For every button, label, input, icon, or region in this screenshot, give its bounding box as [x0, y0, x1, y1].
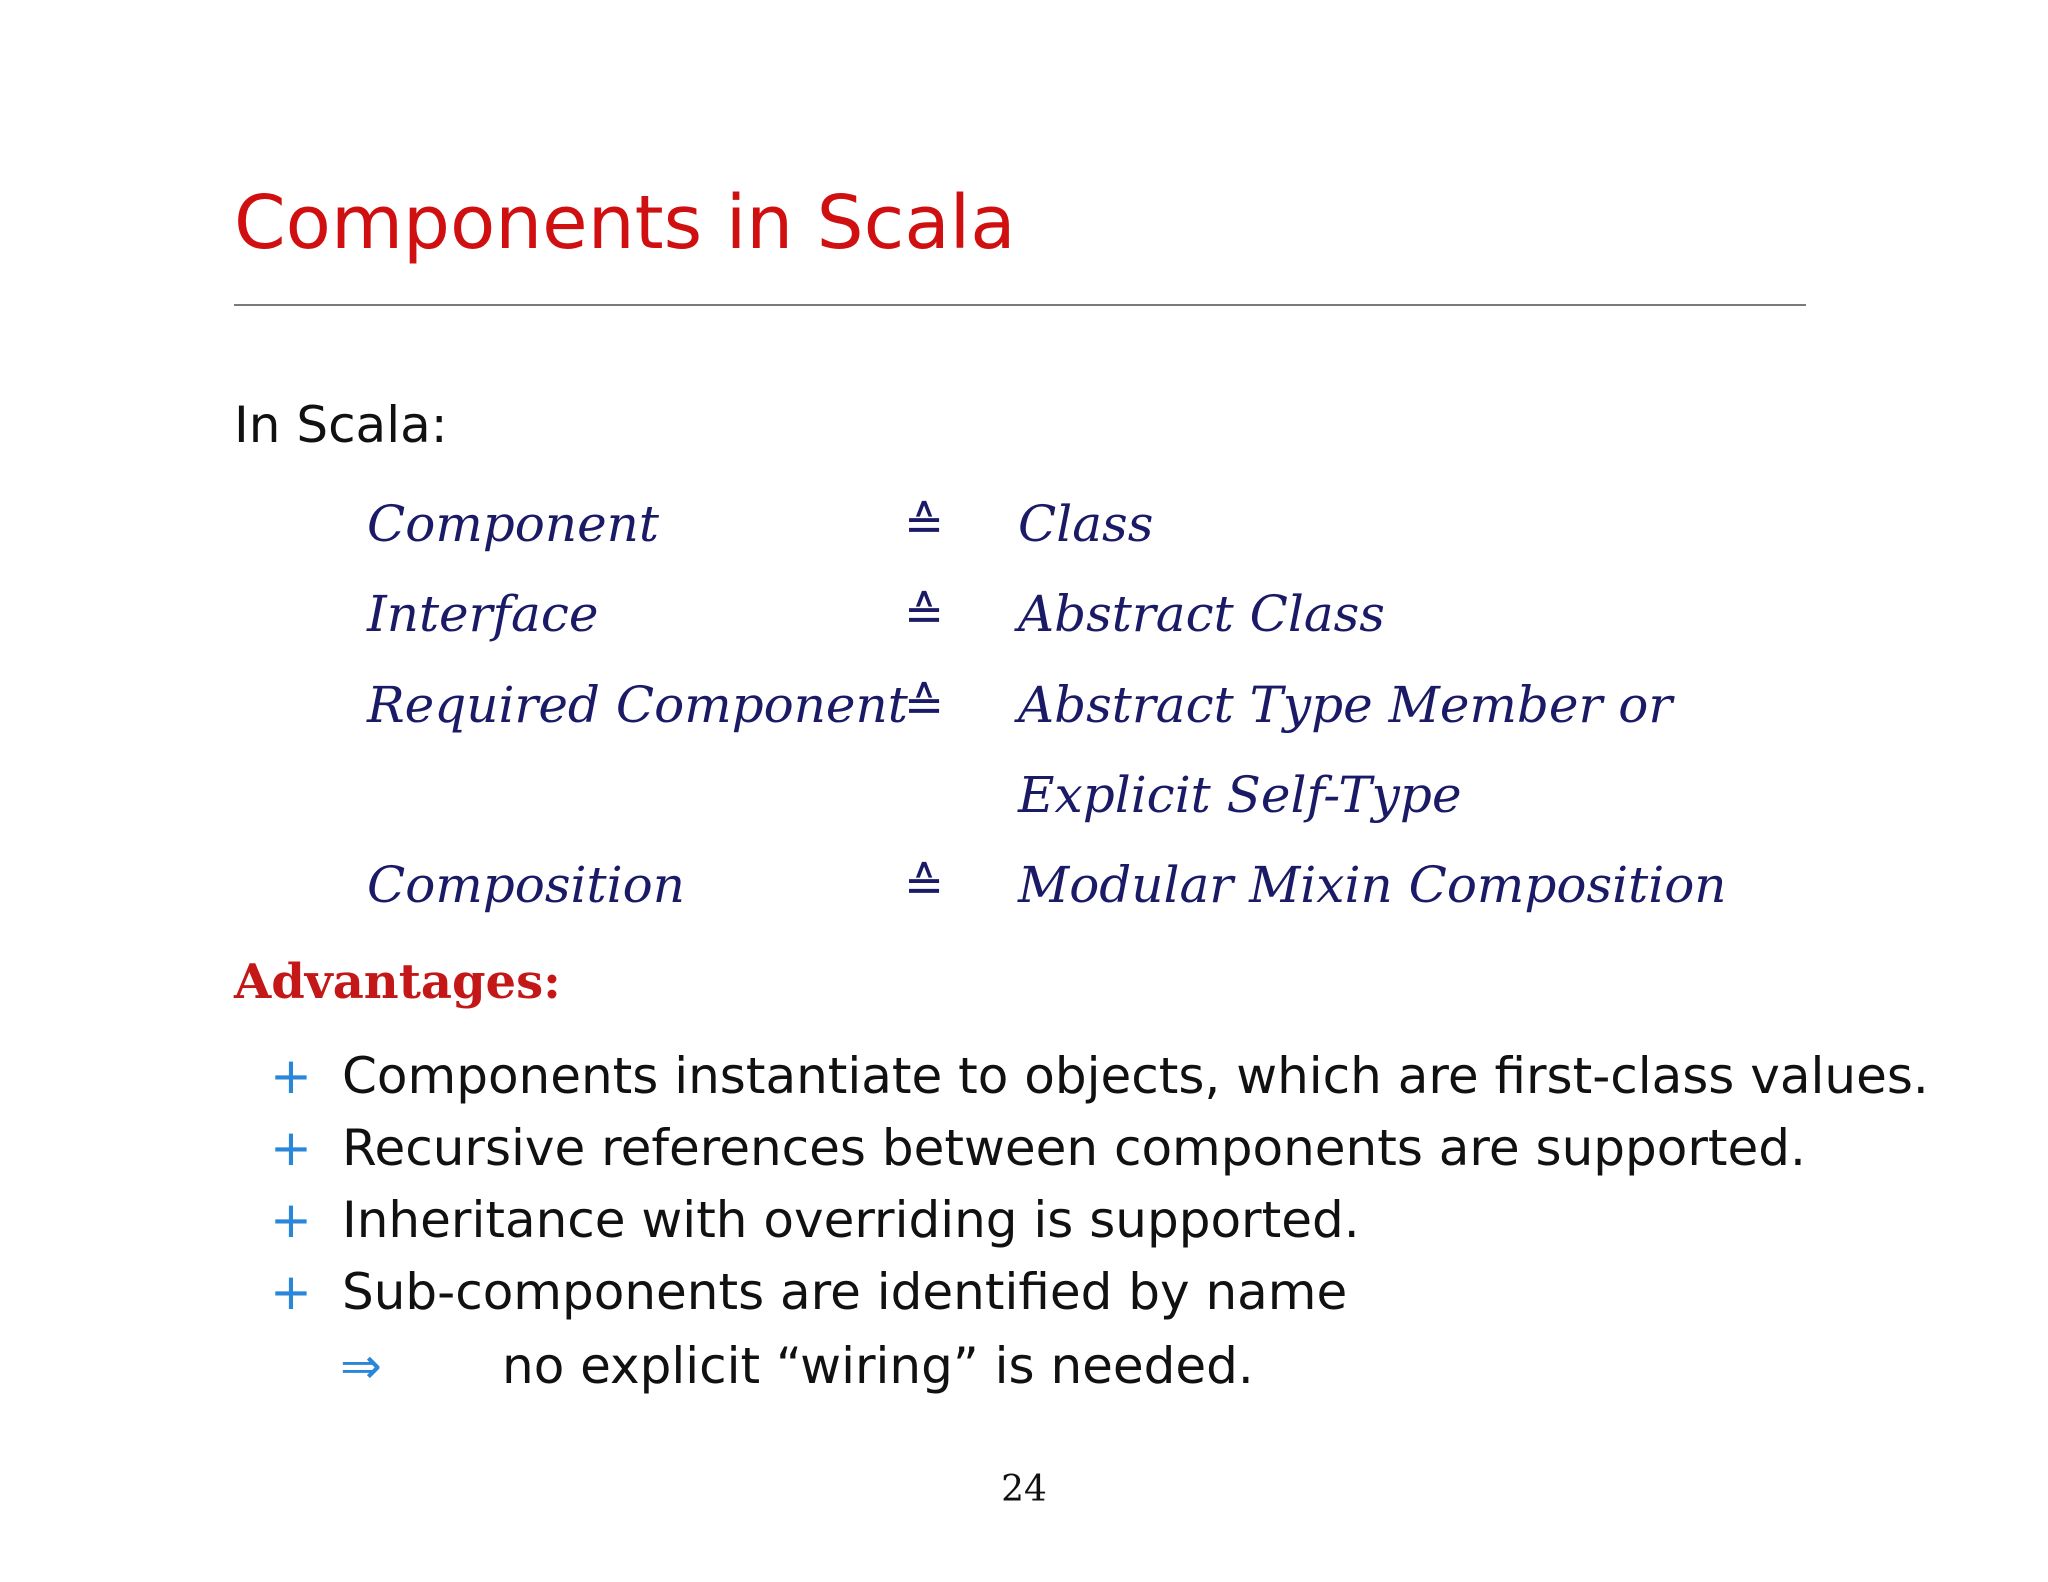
plus-icon: +	[270, 1047, 312, 1105]
mapping-row	[0, 675, 2048, 735]
mapping-definition: Explicit Self-Type	[1018, 766, 1462, 824]
advantage-text: Inheritance with overriding is supported.	[342, 1191, 1360, 1249]
mapping-term: Required Component	[367, 676, 908, 734]
mapping-definition: Class	[1018, 495, 1154, 553]
mapping-term: Interface	[367, 585, 599, 643]
corresponds-symbol: ≙	[904, 496, 945, 552]
mapping-row-continuation	[0, 765, 2048, 825]
implication-text: no explicit “wiring” is needed.	[502, 1337, 1254, 1395]
plus-icon: +	[270, 1119, 312, 1177]
mapping-definition: Modular Mixin Composition	[1018, 856, 1727, 914]
corresponds-symbol: ≙	[904, 857, 945, 913]
intro-text: In Scala:	[234, 396, 448, 454]
advantage-text: Components instantiate to objects, which are first-class values.	[342, 1047, 1929, 1105]
mapping-row	[0, 855, 2048, 915]
mapping-term: Component	[367, 495, 659, 553]
advantages-heading: Advantages:	[234, 954, 561, 1010]
plus-icon: +	[270, 1263, 312, 1321]
advantage-item	[0, 1044, 2048, 1108]
title-divider	[234, 304, 1806, 306]
advantage-text: Sub-components are identified by name	[342, 1263, 1348, 1321]
mapping-row	[0, 494, 2048, 554]
mapping-term: Composition	[367, 856, 685, 914]
mapping-definition: Abstract Class	[1018, 585, 1385, 643]
advantage-item	[0, 1188, 2048, 1252]
implication-line	[0, 1334, 2048, 1398]
page-number: 24	[1001, 1469, 1047, 1510]
corresponds-symbol: ≙	[904, 677, 945, 733]
advantage-item	[0, 1116, 2048, 1180]
slide-title: Components in Scala	[234, 180, 1016, 266]
mapping-definition: Abstract Type Member or	[1018, 676, 1673, 734]
advantage-item	[0, 1260, 2048, 1324]
corresponds-symbol: ≙	[904, 586, 945, 642]
mapping-row	[0, 584, 2048, 644]
plus-icon: +	[270, 1191, 312, 1249]
implies-arrow-icon: ⇒	[340, 1337, 382, 1395]
advantage-text: Recursive references between components are supported.	[342, 1119, 1806, 1177]
